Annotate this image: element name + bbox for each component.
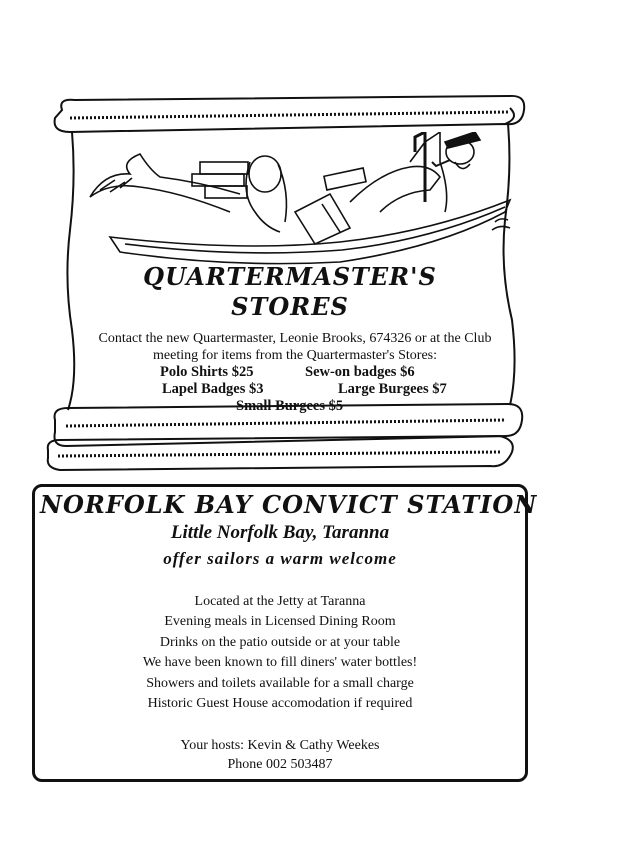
norfolk-features: [60, 592, 500, 714]
item-polo-shirts: Polo Shirts $25: [160, 364, 254, 380]
feature-item: Evening meals in Licensed Dining Room: [164, 614, 396, 630]
title-line-1: QUARTERMASTER'S: [143, 262, 437, 291]
mermaid-boat-illustration: [80, 132, 520, 267]
feature-item: We have been known to fill diners' water bottles!: [142, 655, 418, 671]
feature-item: Historic Guest House accomodation if required: [147, 696, 413, 712]
norfolk-title: NORFOLK BAY CONVICT STATION: [40, 490, 538, 519]
norfolk-tagline: offer sailors a warm welcome: [163, 549, 397, 568]
feature-item: Showers and toilets available for a small charge: [146, 675, 414, 691]
norfolk-hosts: [60, 736, 500, 774]
magazine: [295, 194, 350, 244]
phone-line: Phone 002 503487: [227, 757, 333, 772]
quartermaster-title: [60, 262, 520, 322]
item-sew-on-badges: Sew-on badges $6: [305, 364, 415, 380]
norfolk-subtitle: Little Norfolk Bay, Taranna: [170, 522, 390, 543]
hosts-line: Your hosts: Kevin & Cathy Weekes: [180, 738, 380, 753]
item-lapel-badges: Lapel Badges $3: [162, 381, 264, 397]
feature-item: Drinks on the patio outside or at your table: [159, 634, 401, 650]
quartermaster-contact: Contact the new Quartermaster, Leonie Brooks, 674326 or at the Club meeting for items from the Quartermaster's Stores:: [98, 331, 492, 363]
mermaid-head: [249, 156, 281, 192]
sailor-cap: [445, 132, 480, 148]
item-large-burgees: Large Burgees $7: [338, 381, 447, 397]
book-stack: [200, 162, 248, 174]
feature-item: Located at the Jetty at Taranna: [194, 594, 366, 609]
item-small-burgees: Small Burgees $5: [236, 398, 344, 414]
title-line-2: STORES: [231, 292, 349, 321]
